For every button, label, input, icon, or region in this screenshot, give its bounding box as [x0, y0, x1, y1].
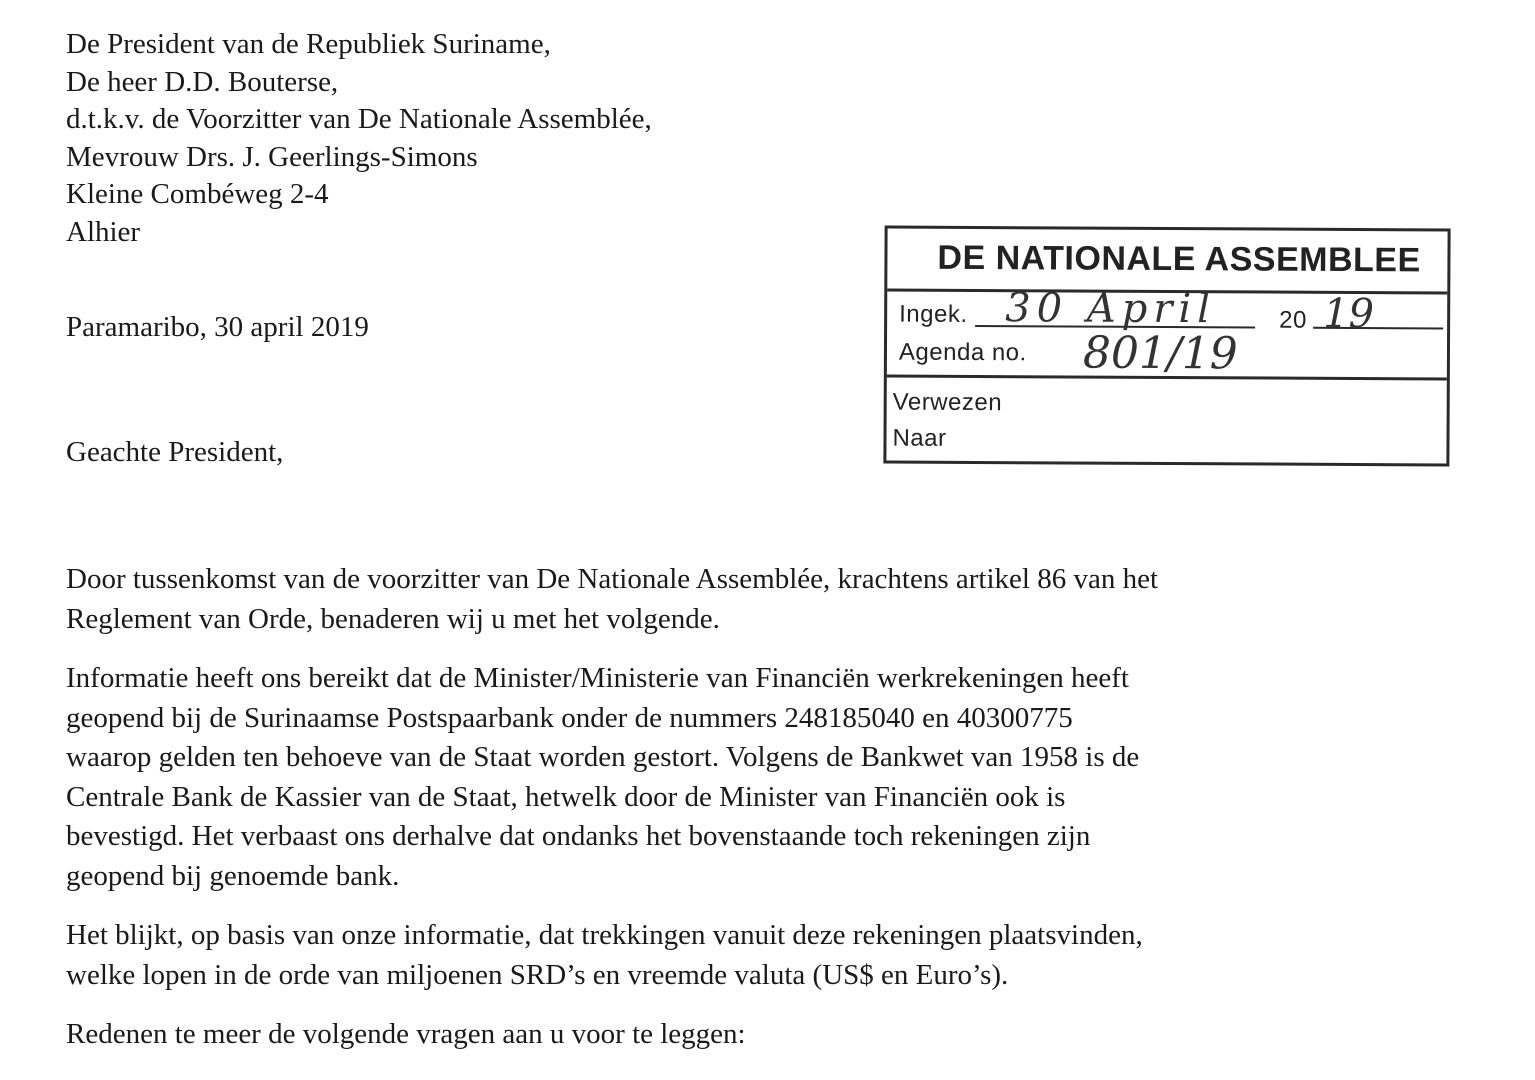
paragraph [66, 560, 1326, 639]
text-line: Redenen te meer de volgende vragen aan u voor te leggen: [66, 1018, 746, 1050]
paragraph [66, 1015, 1326, 1055]
stamp-agenda-label: Agenda no. [898, 338, 1027, 367]
handwritten-date: 30 April [1005, 285, 1217, 333]
text-line: bevestigd. Het verbaast ons derhalve dat ondanks het bovenstaande toch rekeningen zijn [66, 820, 1091, 852]
salutation: Geachte President, [66, 436, 284, 468]
text-line: geopend bij de Surinaamse Postspaarbank onder de nummers 248185040 en 40300775 [66, 701, 1073, 734]
address-line: Kleine Combéweg 2-4 [66, 178, 329, 210]
text-line: welke lopen in de orde van miljoenen SRD’s en vreemde valuta (US$ en Euro’s). [66, 958, 1009, 991]
text-line: waarop gelden ten behoeve van de Staat worden gestort. Volgens de Bankwet van 1958 is de [66, 741, 1140, 773]
text-line: geopend bij genoemde bank. [66, 859, 400, 892]
stamp-divider [887, 375, 1447, 381]
letter-body [66, 560, 1326, 1075]
address-line: De President van de Republiek Suriname, [66, 28, 551, 60]
recipient-address [66, 26, 652, 251]
text-line: Reglement van Orde, benaderen wij u met het volgende. [66, 602, 720, 635]
handwritten-agenda-number: 801/19 [1082, 327, 1238, 380]
receipt-stamp [883, 226, 1450, 467]
text-line: Informatie heeft ons bereikt dat de Minister/Ministerie van Financiën werkrekeningen heeft [66, 662, 1129, 694]
stamp-naar-label: Naar [892, 424, 947, 452]
paragraph [66, 659, 1326, 896]
handwritten-year: 19 [1323, 290, 1375, 338]
text-line: Het blijkt, op basis van onze informatie, dat trekkingen vanuit deze rekeningen plaatsvinden, [66, 919, 1143, 951]
address-line: De heer D.D. Bouterse, [66, 65, 339, 98]
stamp-year-prefix: 20 [1279, 306, 1307, 334]
text-line: Door tussenkomst van de voorzitter van De Nationale Assemblée, krachtens artikel 86 van het [66, 563, 1159, 595]
paragraph [66, 916, 1326, 995]
address-line: d.t.k.v. de Voorzitter van De Nationale Assemblée, [66, 103, 652, 135]
letter-date: Paramaribo, 30 april 2019 [66, 311, 369, 343]
address-line: Alhier [66, 215, 141, 248]
text-line: Centrale Bank de Kassier van de Staat, hetwelk door de Minister van Financiën ook is [66, 780, 1066, 813]
stamp-title: DE NATIONALE ASSEMBLEE [937, 238, 1421, 280]
stamp-verwezen-label: Verwezen [892, 388, 1003, 417]
stamp-ingek-label: Ingek. [899, 300, 968, 328]
address-line: Mevrouw Drs. J. Geerlings-Simons [66, 140, 478, 173]
